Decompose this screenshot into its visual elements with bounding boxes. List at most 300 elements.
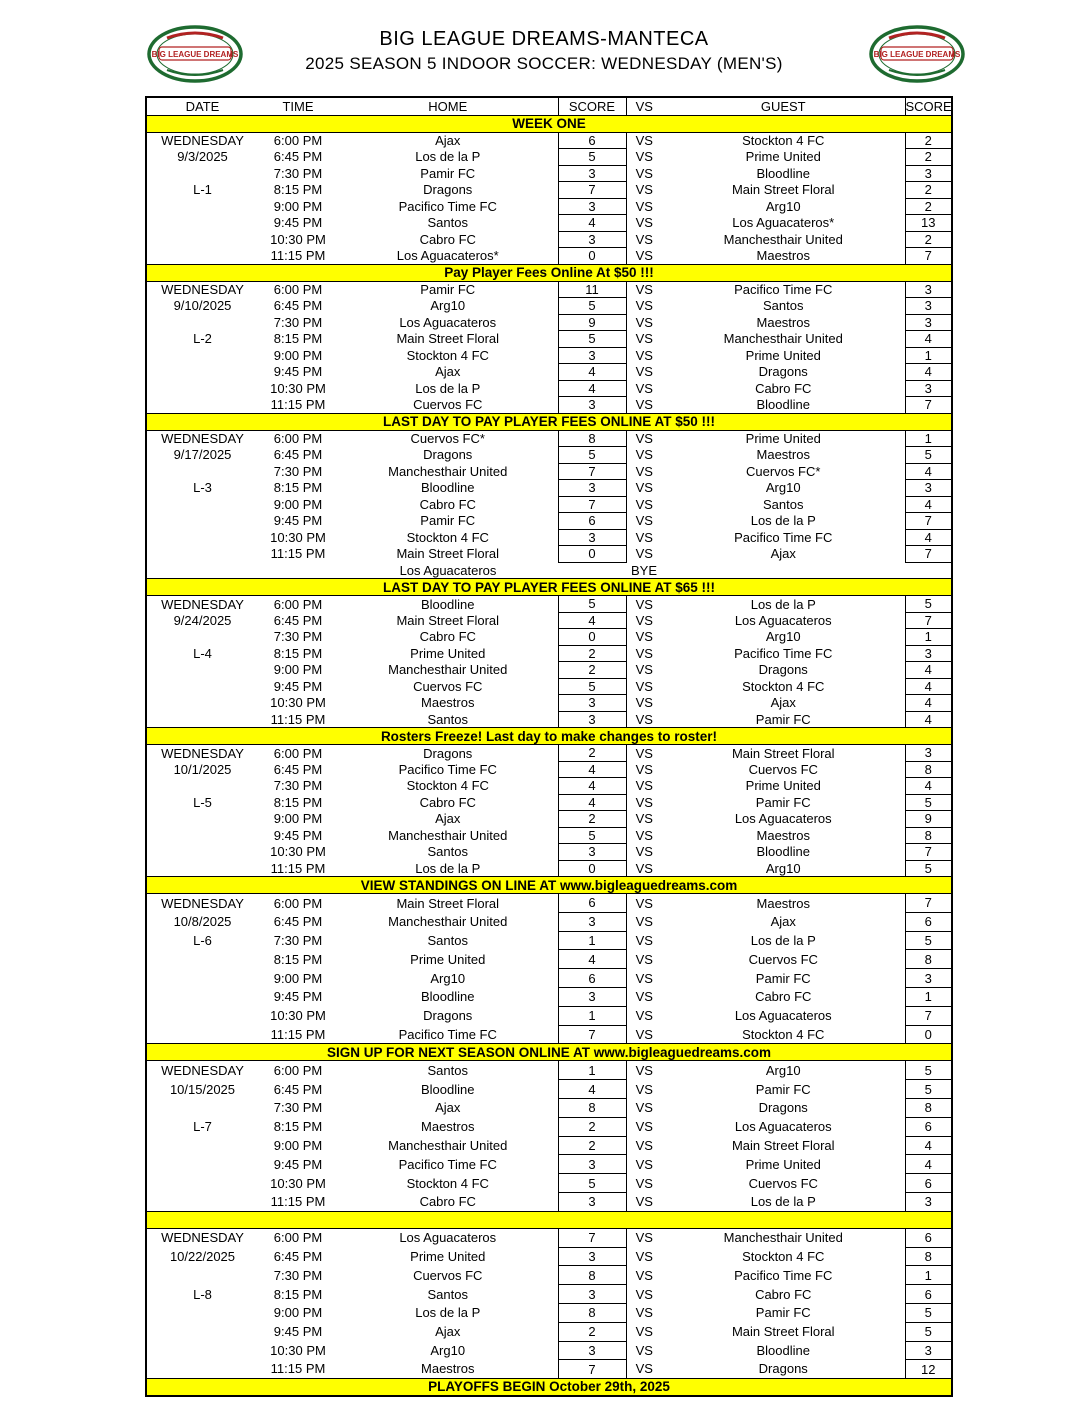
vs-cell: BYE (630, 562, 657, 578)
date-cell: L-1 (193, 182, 212, 198)
date-cell: WEDNESDAY (161, 282, 244, 297)
guest-team-cell: Arg10 (765, 629, 801, 645)
time-cell: 10:30 PM (270, 529, 326, 545)
vs-cell: VS (635, 1137, 653, 1153)
home-score-cell: 4 (558, 380, 626, 397)
guest-team-cell: Maestros (756, 895, 810, 911)
guest-score-cell: 7 (905, 1006, 952, 1025)
time-cell: 6:45 PM (273, 298, 323, 314)
time-cell: 7:30 PM (273, 778, 323, 794)
game-row (146, 529, 952, 546)
time-cell: 9:00 PM (273, 347, 323, 363)
vs-cell: VS (635, 364, 653, 380)
home-team-cell: Ajax (435, 811, 461, 827)
vs-cell: VS (635, 695, 653, 711)
guest-score-cell: 3 (905, 1341, 952, 1360)
guest-team-cell: Cabro FC (755, 380, 812, 396)
time-cell: 6:45 PM (273, 914, 323, 930)
page-header (0, 0, 1088, 88)
guest-score-cell: 4 (905, 711, 952, 728)
home-team-cell: Ajax (435, 364, 461, 380)
game-row (146, 645, 952, 662)
vs-cell: VS (635, 662, 653, 678)
vs-cell: VS (635, 380, 653, 396)
home-score-cell: 5 (558, 447, 626, 464)
guest-team-cell: Pamir FC (755, 1081, 811, 1097)
time-cell: 7:30 PM (273, 932, 323, 948)
date-cell (146, 496, 258, 513)
home-score-cell: 4 (558, 1080, 626, 1099)
guest-team-cell: Main Street Floral (731, 182, 835, 198)
home-team-cell: Cabro FC (419, 231, 476, 247)
game-row (146, 678, 952, 695)
column-header-row (146, 97, 952, 115)
vs-cell: VS (635, 314, 653, 330)
game-row (146, 1061, 952, 1080)
game-row (146, 931, 952, 950)
guest-score-cell: 6 (905, 1228, 952, 1247)
guest-score-cell: 4 (905, 463, 952, 480)
date-cell (146, 1136, 258, 1155)
game-row (146, 827, 952, 844)
guest-team-cell: Bloodline (756, 1342, 810, 1358)
date-cell (146, 778, 258, 795)
game-row (146, 215, 952, 232)
guest-team-cell: Cuervos FC (748, 761, 818, 777)
guest-team-cell: Dragons (758, 1100, 808, 1116)
game-row (146, 546, 952, 563)
home-team-cell: Cuervos FC (413, 678, 483, 694)
time-cell: 6:00 PM (273, 895, 323, 911)
date-cell (146, 1174, 258, 1193)
home-team-cell: Los de la P (415, 149, 481, 165)
game-row (146, 912, 952, 931)
date-cell: WEDNESDAY (161, 745, 244, 761)
home-team-cell: Dragons (423, 447, 473, 463)
guest-team-cell: Stockton 4 FC (742, 133, 825, 148)
guest-team-cell: Los Aguacateros (734, 612, 832, 628)
home-team-cell: Los Aguacateros (399, 1230, 497, 1246)
date-cell (146, 1303, 258, 1322)
guest-score-cell: 2 (905, 182, 952, 199)
guest-team-cell: Main Street Floral (731, 1137, 835, 1153)
column-header-guest: GUEST (662, 97, 905, 115)
guest-score-cell: 2 (905, 132, 952, 149)
guest-team-cell: Pamir FC (755, 711, 811, 727)
game-row (146, 860, 952, 877)
time-cell: 7:30 PM (273, 629, 323, 645)
guest-team-cell: Main Street Floral (731, 745, 835, 761)
date-cell (146, 1098, 258, 1117)
game-row (146, 711, 952, 728)
vs-cell: VS (635, 1342, 653, 1358)
vs-cell: VS (635, 645, 653, 661)
home-team-cell: Ajax (435, 133, 461, 148)
time-cell: 7:30 PM (273, 1100, 323, 1116)
date-cell (146, 1341, 258, 1360)
guest-team-cell: Main Street Floral (731, 1324, 835, 1340)
date-cell (146, 231, 258, 248)
time-cell: 7:30 PM (273, 463, 323, 479)
game-row (146, 1025, 952, 1044)
vs-cell: VS (635, 165, 653, 181)
vs-cell: VS (635, 860, 653, 876)
time-cell: 6:00 PM (273, 133, 323, 148)
guest-score-cell: 7 (905, 894, 952, 913)
game-row (146, 1174, 952, 1193)
guest-team-cell: Ajax (770, 914, 796, 930)
home-score-cell: 5 (558, 149, 626, 166)
time-cell: 7:30 PM (273, 1267, 323, 1283)
home-team-cell: Stockton 4 FC (406, 347, 489, 363)
vs-cell: VS (635, 231, 653, 247)
date-cell: 9/3/2025 (177, 149, 228, 165)
home-score-cell: 8 (558, 1098, 626, 1117)
guest-team-cell: Arg10 (765, 1063, 801, 1079)
guest-team-cell: Dragons (758, 1361, 808, 1377)
time-cell: 7:30 PM (273, 165, 323, 181)
home-team-cell: Cabro FC (419, 1194, 476, 1210)
home-team-cell: Pacifico Time FC (398, 1156, 497, 1172)
guest-team-cell: Prime United (745, 431, 821, 446)
home-score-cell: 5 (558, 596, 626, 613)
game-row (146, 314, 952, 331)
guest-score-cell: 8 (905, 1098, 952, 1117)
vs-cell: VS (635, 612, 653, 628)
vs-cell: VS (635, 215, 653, 231)
game-row (146, 761, 952, 778)
time-cell: 6:45 PM (273, 149, 323, 165)
game-row (146, 1322, 952, 1341)
time-cell: 8:15 PM (273, 480, 323, 496)
home-team-cell: Maestros (421, 1119, 475, 1135)
guest-score-cell: 7 (905, 612, 952, 629)
home-score-cell: 7 (558, 1360, 626, 1379)
guest-score-cell: 5 (905, 1322, 952, 1341)
time-cell: 10:30 PM (270, 844, 326, 860)
home-score-cell: 2 (558, 1322, 626, 1341)
game-row (146, 364, 952, 381)
guest-score-cell: 4 (905, 529, 952, 546)
date-cell: WEDNESDAY (161, 596, 244, 612)
game-row (146, 1098, 952, 1117)
date-cell (146, 1360, 258, 1379)
banner-row (146, 264, 952, 281)
home-team-cell: Manchesthair United (388, 463, 508, 479)
vs-cell: VS (635, 1361, 653, 1377)
date-cell: WEDNESDAY (161, 1230, 244, 1246)
time-cell: 9:45 PM (273, 215, 323, 231)
date-cell: WEDNESDAY (161, 1063, 244, 1079)
time-cell: 9:45 PM (273, 1324, 323, 1340)
time-cell: 10:30 PM (270, 1175, 326, 1191)
guest-score-cell: 3 (905, 314, 952, 331)
guest-team-cell: Maestros (756, 447, 810, 463)
guest-score-cell: 0 (905, 1025, 952, 1044)
vs-cell: VS (635, 1100, 653, 1116)
guest-team-cell: Los Aguacateros (734, 1119, 832, 1135)
home-team-cell: Maestros (421, 695, 475, 711)
time-cell: 10:30 PM (270, 1342, 326, 1358)
date-cell (146, 827, 258, 844)
date-cell (146, 950, 258, 969)
vs-cell: VS (635, 844, 653, 860)
date-cell: 10/15/2025 (169, 1081, 236, 1097)
time-cell: 9:45 PM (273, 1156, 323, 1172)
time-cell: 9:45 PM (273, 364, 323, 380)
date-cell (146, 397, 258, 414)
home-score-cell: 3 (558, 1155, 626, 1174)
guest-score-cell: 5 (905, 931, 952, 950)
vs-cell: VS (635, 1267, 653, 1283)
date-cell (146, 562, 258, 579)
home-team-cell: Santos (427, 215, 468, 231)
home-score-cell: 7 (558, 496, 626, 513)
game-row (146, 1080, 952, 1099)
home-score-cell: 2 (558, 745, 626, 762)
vs-cell: VS (635, 1194, 653, 1210)
date-cell (146, 987, 258, 1006)
guest-score-cell: 3 (905, 281, 952, 298)
date-cell (146, 629, 258, 646)
home-team-cell: Bloodline (421, 596, 475, 612)
date-cell (146, 662, 258, 679)
home-team-cell: Bloodline (421, 989, 475, 1005)
banner-row (146, 579, 952, 596)
home-score-cell: 7 (558, 463, 626, 480)
game-row (146, 480, 952, 497)
home-score-cell: 1 (558, 1006, 626, 1025)
game-row (146, 1136, 952, 1155)
guest-score-cell: 5 (905, 1080, 952, 1099)
time-cell: 9:00 PM (273, 662, 323, 678)
date-cell (146, 1025, 258, 1044)
guest-team-cell: Cuervos FC (748, 1175, 818, 1191)
vs-cell: VS (635, 1230, 653, 1246)
vs-cell: VS (635, 970, 653, 986)
guest-score-cell: 8 (905, 761, 952, 778)
logo-text: BIG LEAGUE DREAMS (151, 50, 239, 59)
game-row (146, 662, 952, 679)
guest-team-cell: Ajax (770, 546, 796, 562)
column-header-score-guest: SCORE (905, 98, 952, 114)
vs-cell: VS (635, 811, 653, 827)
guest-score-cell: 3 (905, 480, 952, 497)
guest-score-cell: 7 (905, 546, 952, 563)
column-header-score: SCORE (558, 97, 626, 115)
banner-row (146, 115, 952, 132)
home-team-cell: Main Street Floral (396, 895, 500, 911)
date-cell (146, 811, 258, 828)
home-score-cell: 5 (558, 331, 626, 348)
date-cell (146, 1192, 258, 1211)
guest-score-cell: 8 (905, 827, 952, 844)
game-row (146, 1228, 952, 1247)
home-score-cell: 2 (558, 662, 626, 679)
game-row (146, 612, 952, 629)
home-score-cell: 3 (558, 912, 626, 931)
guest-team-cell: Los de la P (750, 1194, 816, 1210)
game-row (146, 298, 952, 315)
home-team-cell: Prime United (410, 951, 486, 967)
date-cell: L-6 (193, 932, 212, 948)
home-score-cell: 2 (558, 645, 626, 662)
date-cell (146, 860, 258, 877)
home-team-cell: Santos (427, 711, 468, 727)
guest-team-cell: Los de la P (750, 513, 816, 529)
date-cell (146, 1006, 258, 1025)
game-row (146, 198, 952, 215)
time-cell: 9:45 PM (273, 989, 323, 1005)
guest-score-cell: 4 (905, 778, 952, 795)
home-score-cell: 4 (558, 761, 626, 778)
home-team-cell: Cuervos FC (413, 397, 483, 412)
guest-score-cell: 3 (905, 745, 952, 762)
date-cell (146, 1155, 258, 1174)
home-team-cell: Manchesthair United (388, 914, 508, 930)
game-row (146, 695, 952, 712)
guest-score-cell: 6 (905, 1285, 952, 1304)
vs-cell: VS (635, 1081, 653, 1097)
vs-cell: VS (635, 1026, 653, 1042)
vs-cell: VS (635, 596, 653, 612)
time-cell: 10:30 PM (270, 1008, 326, 1024)
guest-score-cell: 6 (905, 912, 952, 931)
home-team-cell: Cuervos FC (413, 1267, 483, 1283)
guest-team-cell: Manchesthair United (723, 331, 843, 347)
guest-team-cell: Pacifico Time FC (734, 529, 833, 545)
home-score-cell: 3 (558, 844, 626, 861)
guest-score-cell: 8 (905, 1247, 952, 1266)
guest-team-cell: Cabro FC (755, 989, 812, 1005)
guest-team-cell: Dragons (758, 662, 808, 678)
home-team-cell: Pacifico Time FC (398, 198, 497, 214)
date-cell (146, 546, 258, 563)
home-score-cell: 0 (558, 860, 626, 877)
time-cell: 10:30 PM (270, 380, 326, 396)
home-score-cell: 8 (558, 1266, 626, 1285)
time-cell: 10:30 PM (270, 231, 326, 247)
date-cell: L-5 (193, 794, 212, 810)
home-team-cell: Manchesthair United (388, 662, 508, 678)
guest-score-cell: 7 (905, 397, 952, 414)
home-score-cell: 3 (558, 397, 626, 414)
guest-score-cell: 8 (905, 950, 952, 969)
home-team-cell: Prime United (410, 1248, 486, 1264)
home-score-cell: 3 (558, 1341, 626, 1360)
guest-score-cell: 4 (905, 695, 952, 712)
page-title: BIG LEAGUE DREAMS-MANTECA (379, 28, 709, 50)
guest-score-cell: 7 (905, 513, 952, 530)
home-team-cell: Prime United (410, 645, 486, 661)
home-score-cell: 4 (558, 794, 626, 811)
guest-score-cell: 3 (905, 380, 952, 397)
time-cell: 6:45 PM (273, 612, 323, 628)
game-row (146, 248, 952, 265)
home-team-cell: Cabro FC (419, 794, 476, 810)
time-cell: 9:45 PM (273, 513, 323, 529)
guest-team-cell: Pacifico Time FC (734, 282, 833, 297)
guest-team-cell: Arg10 (765, 860, 801, 876)
home-score-cell: 6 (558, 894, 626, 913)
game-row (146, 987, 952, 1006)
vs-cell: VS (635, 989, 653, 1005)
vs-cell: VS (635, 1175, 653, 1191)
vs-cell: VS (635, 513, 653, 529)
home-score-cell (558, 562, 626, 579)
home-score-cell: 6 (558, 969, 626, 988)
home-team-cell: Los Aguacateros (399, 562, 497, 578)
home-team-cell: Arg10 (430, 970, 466, 986)
guest-team-cell: Stockton 4 FC (742, 1026, 825, 1042)
date-cell: L-2 (193, 331, 212, 347)
vs-cell: VS (635, 761, 653, 777)
time-cell: 8:15 PM (273, 794, 323, 810)
home-team-cell: Arg10 (430, 1342, 466, 1358)
date-cell (146, 463, 258, 480)
home-score-cell: 2 (558, 1117, 626, 1136)
date-cell (146, 248, 258, 265)
guest-team-cell: Pacifico Time FC (734, 1267, 833, 1283)
banner-text: Pay Player Fees Online At $50 !!! (146, 264, 952, 281)
home-score-cell: 3 (558, 529, 626, 546)
guest-score-cell: 9 (905, 811, 952, 828)
game-row (146, 794, 952, 811)
game-row (146, 950, 952, 969)
game-row (146, 629, 952, 646)
guest-score-cell: 1 (905, 987, 952, 1006)
vs-cell: VS (635, 1119, 653, 1135)
date-cell (146, 844, 258, 861)
guest-team-cell: Arg10 (765, 480, 801, 496)
game-row (146, 745, 952, 762)
home-team-cell: Dragons (423, 1008, 473, 1024)
date-cell (146, 215, 258, 232)
vs-cell: VS (635, 480, 653, 496)
game-row (146, 1192, 952, 1211)
home-score-cell: 0 (558, 546, 626, 563)
home-team-cell: Bloodline (421, 1081, 475, 1097)
time-cell: 9:00 PM (273, 198, 323, 214)
banner-text: Rosters Freeze! Last day to make changes to roster! (146, 728, 952, 745)
game-row (146, 331, 952, 348)
game-row (146, 165, 952, 182)
home-score-cell: 5 (558, 298, 626, 315)
home-team-cell: Santos (427, 932, 468, 948)
home-score-cell: 3 (558, 347, 626, 364)
home-score-cell: 3 (558, 987, 626, 1006)
game-row (146, 513, 952, 530)
home-score-cell: 0 (558, 629, 626, 646)
home-score-cell: 1 (558, 931, 626, 950)
guest-score-cell: 5 (905, 596, 952, 613)
guest-score-cell: 1 (905, 430, 952, 447)
vs-cell: VS (635, 678, 653, 694)
game-row (146, 1006, 952, 1025)
home-team-cell: Main Street Floral (396, 546, 500, 562)
home-team-cell: Main Street Floral (396, 612, 500, 628)
vs-cell: VS (635, 182, 653, 198)
time-cell: 9:00 PM (273, 811, 323, 827)
time-cell: 9:45 PM (273, 678, 323, 694)
vs-cell: VS (635, 1063, 653, 1079)
guest-team-cell: Prime United (745, 347, 821, 363)
time-cell: 6:00 PM (273, 596, 323, 612)
guest-team-cell: Prime United (745, 149, 821, 165)
guest-team-cell: Pacifico Time FC (734, 645, 833, 661)
game-row (146, 562, 952, 579)
guest-score-cell: 4 (905, 662, 952, 679)
